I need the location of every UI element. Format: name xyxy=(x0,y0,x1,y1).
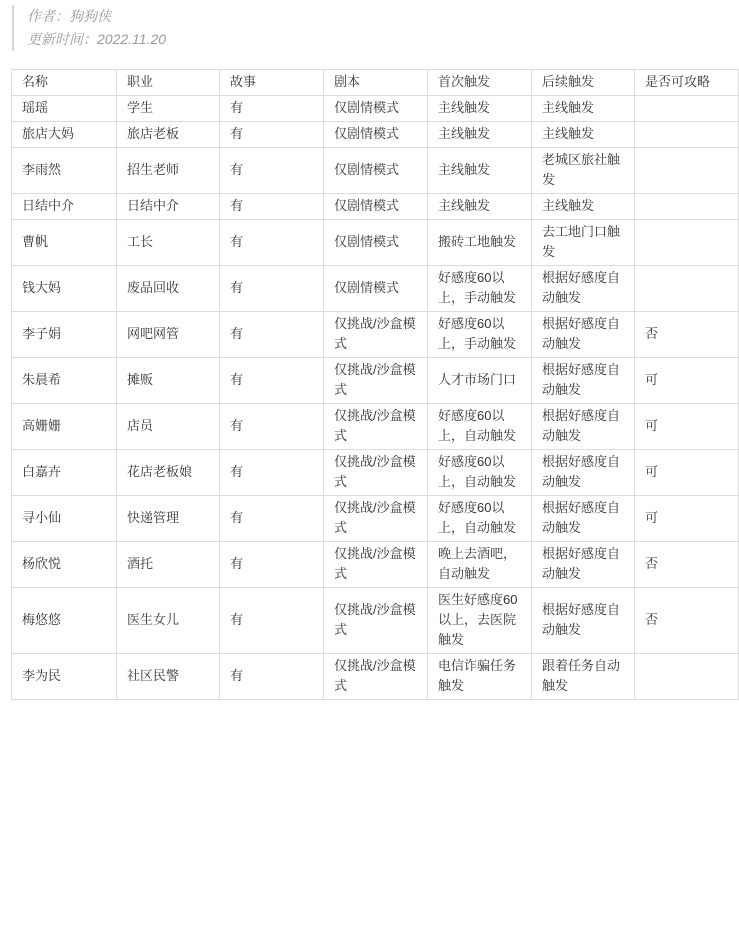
cell-later-trigger: 根据好感度自动触发 xyxy=(532,496,635,542)
table-row xyxy=(12,122,739,148)
column-header-later-trigger: 后续触发 xyxy=(532,70,635,96)
cell-story: 有 xyxy=(220,312,324,358)
cell-script: 仅挑战/沙盒模式 xyxy=(324,358,428,404)
column-header-occupation: 职业 xyxy=(117,70,220,96)
table-row xyxy=(12,220,739,266)
table-row xyxy=(12,654,739,700)
cell-script: 仅挑战/沙盒模式 xyxy=(324,404,428,450)
cell-romanceable: 可 xyxy=(635,496,739,542)
cell-later-trigger: 根据好感度自动触发 xyxy=(532,312,635,358)
cell-story: 有 xyxy=(220,220,324,266)
cell-name: 瑶瑶 xyxy=(12,96,117,122)
cell-script: 仅挑战/沙盒模式 xyxy=(324,312,428,358)
cell-story: 有 xyxy=(220,654,324,700)
table-body xyxy=(12,96,739,700)
cell-story: 有 xyxy=(220,542,324,588)
cell-occupation: 医生女儿 xyxy=(117,588,220,654)
cell-later-trigger: 根据好感度自动触发 xyxy=(532,542,635,588)
cell-occupation: 快递管理 xyxy=(117,496,220,542)
cell-later-trigger: 主线触发 xyxy=(532,96,635,122)
author-line: 作者：狗狗侠 xyxy=(27,8,111,24)
table-row xyxy=(12,194,739,220)
cell-first-trigger: 主线触发 xyxy=(428,194,532,220)
column-header-script: 剧本 xyxy=(324,70,428,96)
cell-first-trigger: 好感度60以上，手动触发 xyxy=(428,312,532,358)
table-row xyxy=(12,588,739,654)
cell-name: 高姗姗 xyxy=(12,404,117,450)
cell-story: 有 xyxy=(220,588,324,654)
cell-first-trigger: 主线触发 xyxy=(428,122,532,148)
cell-romanceable: 可 xyxy=(635,450,739,496)
cell-later-trigger: 根据好感度自动触发 xyxy=(532,588,635,654)
cell-later-trigger: 根据好感度自动触发 xyxy=(532,404,635,450)
cell-name: 李为民 xyxy=(12,654,117,700)
column-header-story: 故事 xyxy=(220,70,324,96)
character-table xyxy=(11,69,739,700)
cell-story: 有 xyxy=(220,266,324,312)
cell-story: 有 xyxy=(220,496,324,542)
cell-romanceable xyxy=(635,220,739,266)
cell-name: 李雨然 xyxy=(12,148,117,194)
cell-name: 旅店大妈 xyxy=(12,122,117,148)
cell-occupation: 花店老板娘 xyxy=(117,450,220,496)
cell-later-trigger: 老城区旅社触发 xyxy=(532,148,635,194)
cell-name: 李子娟 xyxy=(12,312,117,358)
cell-story: 有 xyxy=(220,450,324,496)
cell-name: 钱大妈 xyxy=(12,266,117,312)
cell-later-trigger: 根据好感度自动触发 xyxy=(532,450,635,496)
cell-story: 有 xyxy=(220,358,324,404)
cell-romanceable: 否 xyxy=(635,588,739,654)
cell-later-trigger: 去工地门口触发 xyxy=(532,220,635,266)
cell-story: 有 xyxy=(220,148,324,194)
cell-first-trigger: 晚上去酒吧，自动触发 xyxy=(428,542,532,588)
cell-script: 仅剧情模式 xyxy=(324,194,428,220)
cell-occupation: 旅店老板 xyxy=(117,122,220,148)
cell-name: 寻小仙 xyxy=(12,496,117,542)
cell-story: 有 xyxy=(220,404,324,450)
cell-romanceable xyxy=(635,654,739,700)
table-row xyxy=(12,266,739,312)
cell-script: 仅剧情模式 xyxy=(324,122,428,148)
cell-romanceable: 否 xyxy=(635,312,739,358)
cell-script: 仅剧情模式 xyxy=(324,148,428,194)
cell-first-trigger: 好感度60以上，自动触发 xyxy=(428,496,532,542)
cell-story: 有 xyxy=(220,96,324,122)
cell-script: 仅挑战/沙盒模式 xyxy=(324,588,428,654)
column-header-first-trigger: 首次触发 xyxy=(428,70,532,96)
cell-occupation: 网吧网管 xyxy=(117,312,220,358)
cell-script: 仅剧情模式 xyxy=(324,96,428,122)
cell-occupation: 学生 xyxy=(117,96,220,122)
cell-romanceable: 可 xyxy=(635,358,739,404)
cell-occupation: 废品回收 xyxy=(117,266,220,312)
cell-first-trigger: 主线触发 xyxy=(428,148,532,194)
cell-romanceable xyxy=(635,96,739,122)
cell-occupation: 日结中介 xyxy=(117,194,220,220)
cell-occupation: 店员 xyxy=(117,404,220,450)
cell-script: 仅剧情模式 xyxy=(324,266,428,312)
cell-script: 仅剧情模式 xyxy=(324,220,428,266)
cell-story: 有 xyxy=(220,122,324,148)
cell-occupation: 酒托 xyxy=(117,542,220,588)
cell-first-trigger: 医生好感度60以上，去医院触发 xyxy=(428,588,532,654)
cell-first-trigger: 好感度60以上，手动触发 xyxy=(428,266,532,312)
updated-date-line: 更新时间：2022.11.20 xyxy=(27,31,167,47)
cell-first-trigger: 搬砖工地触发 xyxy=(428,220,532,266)
cell-script: 仅挑战/沙盒模式 xyxy=(324,496,428,542)
cell-later-trigger: 根据好感度自动触发 xyxy=(532,266,635,312)
table-row xyxy=(12,450,739,496)
cell-romanceable xyxy=(635,266,739,312)
table-row xyxy=(12,542,739,588)
cell-name: 白嘉卉 xyxy=(12,450,117,496)
cell-script: 仅挑战/沙盒模式 xyxy=(324,654,428,700)
cell-name: 梅悠悠 xyxy=(12,588,117,654)
table-row xyxy=(12,404,739,450)
cell-first-trigger: 好感度60以上，自动触发 xyxy=(428,450,532,496)
cell-occupation: 社区民警 xyxy=(117,654,220,700)
cell-romanceable: 否 xyxy=(635,542,739,588)
table-row xyxy=(12,312,739,358)
column-header-romanceable: 是否可攻略 xyxy=(635,70,739,96)
table-row xyxy=(12,148,739,194)
table-header xyxy=(12,70,739,96)
cell-story: 有 xyxy=(220,194,324,220)
table-row xyxy=(12,496,739,542)
cell-later-trigger: 跟着任务自动触发 xyxy=(532,654,635,700)
cell-name: 杨欣悦 xyxy=(12,542,117,588)
cell-first-trigger: 好感度60以上，自动触发 xyxy=(428,404,532,450)
cell-later-trigger: 主线触发 xyxy=(532,122,635,148)
column-header-name: 名称 xyxy=(12,70,117,96)
cell-first-trigger: 电信诈骗任务触发 xyxy=(428,654,532,700)
table-header-row xyxy=(12,70,739,96)
table-row xyxy=(12,96,739,122)
cell-first-trigger: 人才市场门口 xyxy=(428,358,532,404)
cell-occupation: 摊贩 xyxy=(117,358,220,404)
cell-occupation: 招生老师 xyxy=(117,148,220,194)
table-row xyxy=(12,358,739,404)
cell-script: 仅挑战/沙盒模式 xyxy=(324,450,428,496)
cell-later-trigger: 主线触发 xyxy=(532,194,635,220)
cell-name: 朱晨希 xyxy=(12,358,117,404)
cell-later-trigger: 根据好感度自动触发 xyxy=(532,358,635,404)
cell-occupation: 工长 xyxy=(117,220,220,266)
cell-romanceable xyxy=(635,194,739,220)
cell-romanceable: 可 xyxy=(635,404,739,450)
cell-first-trigger: 主线触发 xyxy=(428,96,532,122)
cell-script: 仅挑战/沙盒模式 xyxy=(324,542,428,588)
cell-name: 日结中介 xyxy=(12,194,117,220)
cell-romanceable xyxy=(635,122,739,148)
cell-name: 曹帆 xyxy=(12,220,117,266)
article-meta xyxy=(12,5,166,51)
cell-romanceable xyxy=(635,148,739,194)
